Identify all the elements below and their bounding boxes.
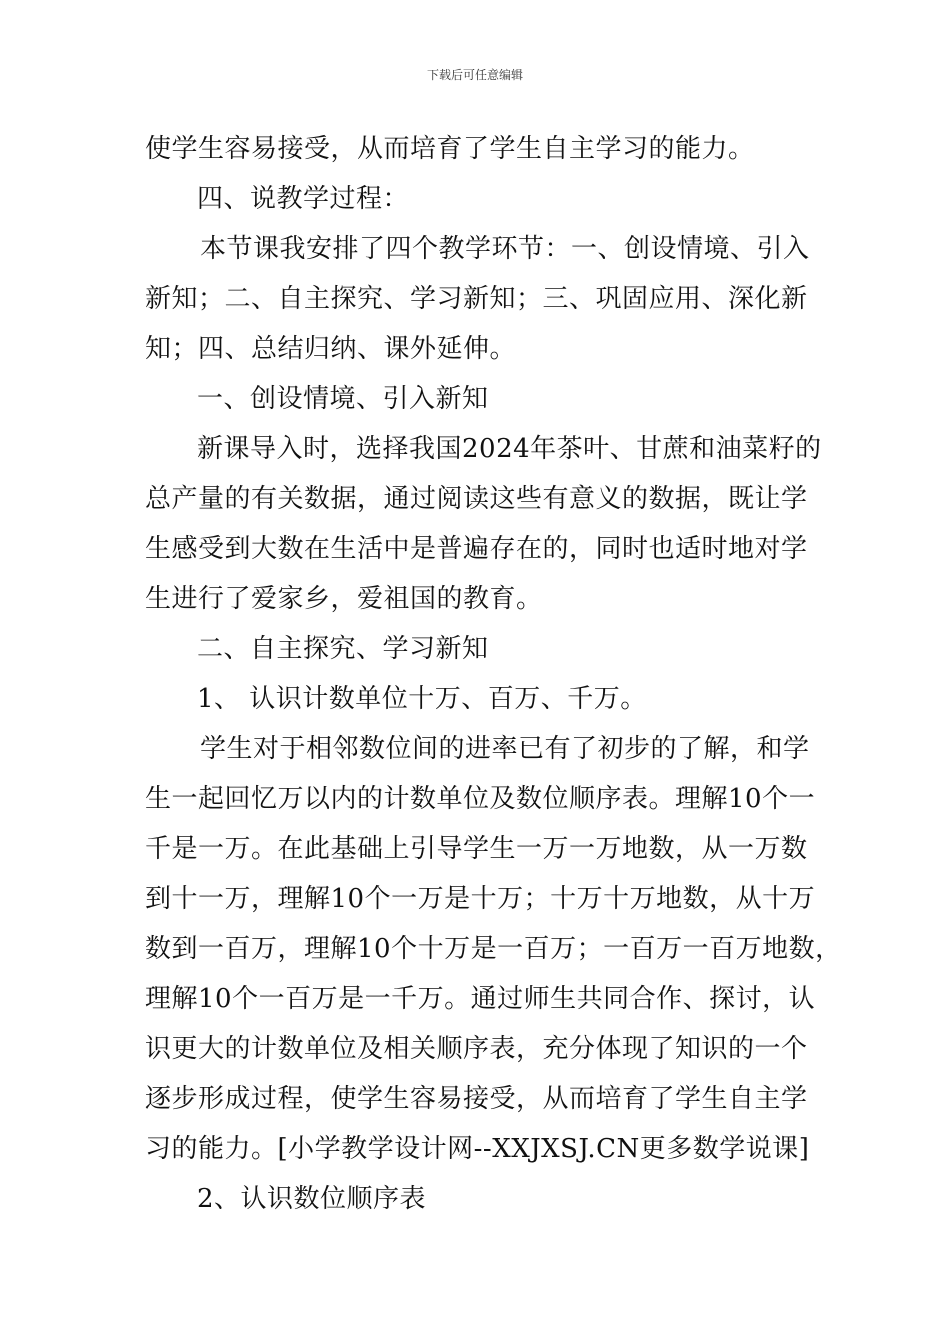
text-line: 使学生容易接受，从而培育了学生自主学习的能力。: [145, 134, 755, 164]
text-line: 理解10个一百万是一千万。通过师生共同合作、探讨，认: [145, 984, 816, 1014]
list-item-heading: 1、 认识计数单位十万、百万、千万。: [197, 684, 647, 714]
text-line: 数到一百万，理解10个十万是一百万；一百万一百万地数，: [145, 934, 842, 964]
text-line: 总产量的有关数据，通过阅读这些有意义的数据，既让学: [145, 484, 808, 514]
text-line: 生一起回忆万以内的计数单位及数位顺序表。理解10个一: [145, 784, 816, 814]
text-line: 生进行了爱家乡，爱祖国的教育。: [145, 584, 543, 614]
text-line: 逐步形成过程，使学生容易接受，从而培育了学生自主学: [145, 1084, 808, 1114]
text-line: 千是一万。在此基础上引导学生一万一万地数，从一万数: [145, 834, 808, 864]
section-heading: 一、创设情境、引入新知: [197, 384, 489, 414]
page-header: 下载后可任意编辑: [426, 68, 523, 82]
text-line: 新知；二、自主探究、学习新知；三、巩固应用、深化新: [145, 284, 808, 314]
text-line: 识更大的计数单位及相关顺序表，充分体现了知识的一个: [145, 1034, 808, 1064]
list-item-heading: 2、认识数位顺序表: [197, 1184, 427, 1214]
text-line: 本节课我安排了四个教学环节：一、创设情境、引入: [200, 234, 810, 264]
section-heading: 二、自主探究、学习新知: [197, 634, 489, 664]
text-line: 到十一万，理解10个一万是十万；十万十万地数，从十万: [145, 884, 816, 914]
text-line: 习的能力。[小学教学设计网--XXJXSJ.CN更多数学说课]: [145, 1134, 810, 1164]
section-heading: 四、说教学过程：: [197, 184, 410, 214]
text-line: 学生对于相邻数位间的进率已有了初步的了解，和学: [200, 734, 810, 764]
text-line: 新课导入时，选择我国2024年茶叶、甘蔗和油菜籽的: [197, 434, 822, 464]
text-line: 生感受到大数在生活中是普遍存在的，同时也适时地对学: [145, 534, 808, 564]
text-line: 知；四、总结归纳、课外延伸。: [145, 334, 517, 364]
